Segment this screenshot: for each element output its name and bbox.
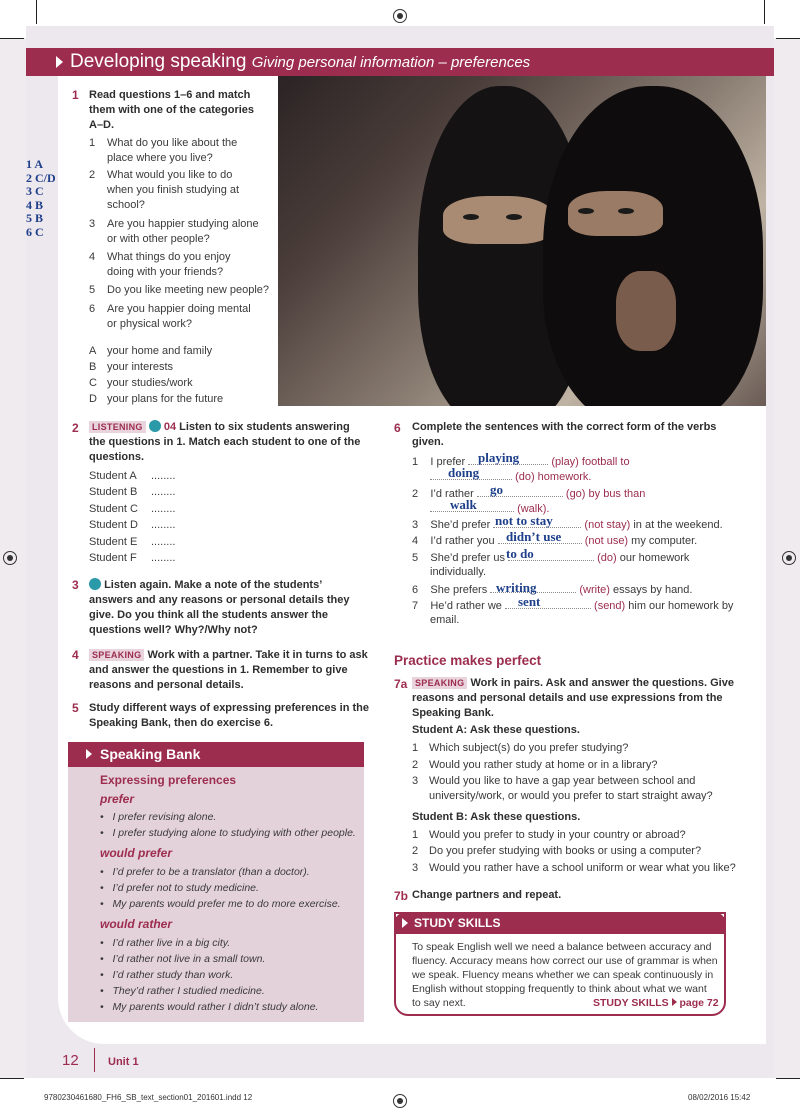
sentence-6: 6 She prefers (write) essays by hand. [412, 584, 693, 596]
registration-mark-icon [3, 551, 17, 565]
answer-text: to do [506, 546, 534, 561]
crop-mark [764, 0, 765, 24]
crop-mark [776, 1078, 800, 1079]
student-b-heading: Student B: Ask these questions. [412, 811, 581, 823]
exercise-number: 7b [394, 889, 409, 903]
sentence-1: 1 I prefer (play) football to [412, 456, 630, 468]
bank-list: • I’d rather live in a big city. • I’d rather not live in a small town. • I’d rather study than work. • They’d rather I studied medicine. • My parents would rather I didn’t study alone. [100, 937, 319, 1013]
practice-title: Practice makes perfect [394, 653, 542, 668]
study-skills-title: STUDY SKILLS [414, 916, 501, 930]
student-a-heading: Student A: Ask these questions. [412, 724, 580, 736]
footer-divider [94, 1048, 95, 1072]
exercise-7b-instruction: Change partners and repeat. [412, 889, 562, 901]
answer-text: writing [496, 580, 537, 595]
listening-label: LISTENING [89, 421, 146, 433]
exercise-number: 1 [72, 88, 79, 102]
eye [578, 208, 594, 214]
page-subtitle: Giving personal information – preferences [251, 54, 531, 71]
exercise-5-instruction: Study different ways of expressing preferences in the Speaking Bank, then do exercise 6. [89, 702, 369, 729]
exercise-3-instruction: Listen again. Make a note of the students’ answers and any reasons or personal details they give. Do you think all the students answer the questions well? Why?/Why not? [89, 579, 350, 636]
triangle-icon [86, 749, 92, 759]
speaking-bank-title: Speaking Bank [100, 746, 201, 762]
bank-group-title: prefer [100, 792, 135, 806]
study-skills-header [394, 912, 726, 934]
exercise-number: 5 [72, 701, 79, 715]
bank-group-title: would prefer [100, 846, 173, 860]
arrow-icon [672, 998, 677, 1006]
answer-text: sent [518, 594, 541, 609]
answer-text: didn’t use [506, 529, 562, 544]
crop-mark [0, 1078, 24, 1079]
exercise-7a-instruction: SPEAKING Work in pairs. Ask and answer the questions. Give reasons and personal details and use expressions from the Speaking Bank. [412, 677, 734, 719]
exercise-4-instruction: SPEAKING Work with a partner. Take it in turns to ask and answer the questions in 1. Remember to give reasons and personal details. [89, 649, 368, 691]
speaking-bank-header [68, 742, 364, 767]
photo-two-women [278, 76, 766, 406]
answer-text: playing [478, 450, 520, 465]
exercise-1-instruction: Read questions 1–6 and match them with one of the categories A–D. [89, 89, 255, 131]
page-number: 12 [62, 1052, 79, 1069]
track-number: 04 [163, 421, 177, 433]
triangle-icon [56, 56, 63, 68]
sentence-2: 2 I’d rather (go) by bus than [412, 488, 646, 500]
registration-mark-icon [782, 551, 796, 565]
audio-icon[interactable] [149, 420, 161, 432]
speaking-label: SPEAKING [412, 677, 467, 689]
exercise-number: 3 [72, 578, 79, 592]
sentence-5: 5 She’d prefer us (do) our homework [412, 552, 690, 564]
eye [463, 214, 479, 220]
sentence-1-cont: (do) homework. [430, 469, 591, 485]
bank-group-title: would rather [100, 917, 173, 931]
exercise-number: 4 [72, 648, 79, 662]
eye [506, 214, 522, 220]
figure-right [543, 86, 763, 406]
registration-mark-icon [393, 1094, 407, 1108]
face-left [443, 196, 553, 244]
study-skills-link[interactable]: STUDY SKILLS page 72 [593, 997, 719, 1009]
sentence-7: 7 He’d rather we (send) him our homework by [412, 600, 734, 612]
page-title: Developing speaking Giving personal information – preferences [70, 51, 531, 72]
audio-icon[interactable] [89, 578, 101, 590]
exercise-number: 6 [394, 421, 401, 435]
crop-mark [0, 38, 24, 39]
sentence-5-cont: individually. [430, 566, 487, 578]
section-header [26, 48, 774, 76]
bank-heading: Expressing preferences [100, 773, 237, 787]
crop-mark [776, 38, 800, 39]
answer-text: go [490, 482, 503, 497]
sentence-4: 4 I’d rather you (not use) my computer. [412, 535, 698, 547]
registration-mark-icon [393, 9, 407, 23]
unit-label: Unit 1 [108, 1056, 139, 1068]
answer-text: walk [450, 497, 477, 512]
bank-list: • I prefer revising alone. • I prefer studying alone to studying with other people. [100, 811, 356, 839]
exercise-6-instruction: Complete the sentences with the correct form of the verbs given. [412, 421, 717, 448]
sentence-3: 3 She’d prefer (not stay) in at the weekend. [412, 519, 723, 531]
print-date: 08/02/2016 15:42 [688, 1093, 751, 1102]
exercise-number: 2 [72, 421, 79, 435]
answer-text: doing [448, 465, 480, 480]
sentence-2-cont: (walk). [430, 501, 549, 517]
exercise-2-instruction: LISTENING 04 Listen to six students answering the questions in 1. Match each student to one of the questions. [89, 421, 361, 463]
hand [616, 271, 676, 351]
speaking-label: SPEAKING [89, 649, 144, 661]
side-answers: 1 A 2 C/D 3 C 4 B 5 B 6 C [26, 157, 56, 239]
triangle-icon [402, 918, 408, 928]
file-info: 9780230461680_FH6_SB_text_section01_201601.indd 12 [44, 1093, 253, 1102]
bank-list: • I’d prefer to be a translator (than a doctor). • I’d prefer not to study medicine. • My parents would prefer me to do more exercise. [100, 866, 341, 910]
sentence-7-cont: email. [430, 614, 460, 626]
eye [618, 208, 634, 214]
answer-text: not to stay [495, 513, 553, 528]
study-skills-text: To speak English well we need a balance between accuracy and fluency. Accuracy means how correct our use of grammar is when we speak. Fluency means whether we can speak continuously in English without stopping frequently to think about what we want to say next. [412, 941, 718, 1009]
crop-mark [36, 0, 37, 24]
exercise-number: 7a [394, 677, 408, 691]
